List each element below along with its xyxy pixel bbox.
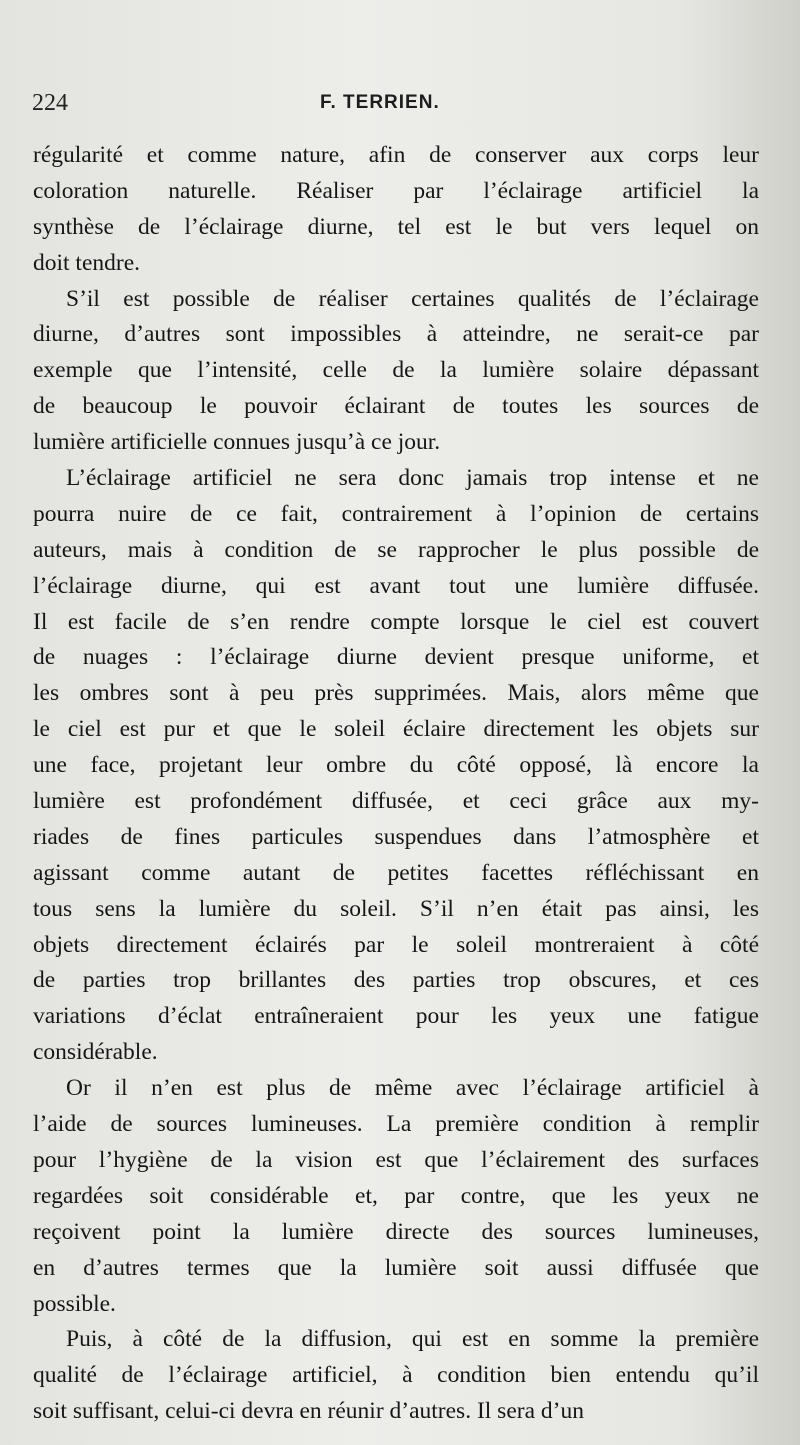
text-line: de parties trop brillantes des parties trop obscures, et ces <box>33 967 759 994</box>
text-line: diurne, d’autres sont impossibles à atteindre, ne serait-ce par <box>33 321 759 348</box>
text-line: riades de fines particules suspendues dans l’atmosphère et <box>33 823 759 850</box>
paragraph <box>33 138 759 282</box>
text-line: L’éclairage artificiel ne sera donc jamais trop intense et ne <box>66 465 759 492</box>
text-line: synthèse de l’éclairage diurne, tel est le but vers lequel on <box>33 213 759 240</box>
paragraph <box>33 1071 759 1322</box>
text-line: coloration naturelle. Réaliser par l’éclairage artificiel la <box>33 177 759 204</box>
running-head: F. TERRIEN. <box>320 92 440 113</box>
text-line: variations d’éclat entraîneraient pour les yeux une fatigue <box>33 1003 759 1030</box>
text-line: pour l’hygiène de la vision est que l’éclairement des surfaces <box>33 1146 759 1173</box>
text-line: agissant comme autant de petites facettes réfléchissant en <box>33 859 759 886</box>
text-line: de nuages : l’éclairage diurne devient presque uniforme, et <box>33 644 759 671</box>
text-line: Or il n’en est plus de même avec l’éclairage artificiel à <box>66 1075 759 1102</box>
text-line: lumière artificielle connues jusqu’à ce jour. <box>33 429 441 456</box>
text-line: regardées soit considérable et, par contre, que les yeux ne <box>33 1182 759 1209</box>
text-line: Il est facile de s’en rendre compte lorsque le ciel est couvert <box>33 608 759 635</box>
text-line: de beaucoup le pouvoir éclairant de toutes les sources de <box>33 393 759 420</box>
text-line: possible. <box>33 1290 116 1317</box>
text-line: objets directement éclairés par le soleil montreraient à côté <box>33 931 759 958</box>
text-line: Puis, à côté de la diffusion, qui est en somme la première <box>66 1326 759 1353</box>
text-line: en d’autres termes que la lumière soit aussi diffusée que <box>33 1254 759 1281</box>
text-line: doit tendre. <box>33 249 141 276</box>
text-line: l’aide de sources lumineuses. La première condition à remplir <box>33 1111 759 1138</box>
text-line: reçoivent point la lumière directe des sources lumineuses, <box>33 1218 759 1245</box>
text-line: lumière est profondément diffusée, et ceci grâce aux my- <box>33 788 759 815</box>
text-line: une face, projetant leur ombre du côté opposé, là encore la <box>33 752 759 779</box>
text-line: S’il est possible de réaliser certaines qualités de l’éclairage <box>66 285 759 312</box>
paragraph <box>33 282 759 461</box>
page-header <box>32 90 762 124</box>
text-line: considérable. <box>33 1039 158 1066</box>
text-line: le ciel est pur et que le soleil éclaire directement les objets sur <box>33 716 759 743</box>
text-line: l’éclairage diurne, qui est avant tout une lumière diffusée. <box>33 572 759 599</box>
text-line: auteurs, mais à condition de se rapprocher le plus possible de <box>33 536 759 563</box>
body-text <box>33 138 759 1430</box>
text-line: soit suffisant, celui-ci devra en réunir d’autres. Il sera d’un <box>33 1398 584 1425</box>
paragraph <box>33 1322 759 1430</box>
text-line: pourra nuire de ce fait, contrairement à l’opinion de certains <box>33 500 759 527</box>
page-number: 224 <box>32 90 68 116</box>
text-line: exemple que l’intensité, celle de la lumière solaire dépassant <box>33 357 759 384</box>
text-line: régularité et comme nature, afin de conserver aux corps leur <box>33 142 759 168</box>
paragraph <box>33 461 759 1071</box>
text-line: qualité de l’éclairage artificiel, à condition bien entendu qu’il <box>33 1362 759 1389</box>
text-line: les ombres sont à peu près supprimées. Mais, alors même que <box>33 680 759 707</box>
text-line: tous sens la lumière du soleil. S’il n’en était pas ainsi, les <box>33 895 759 922</box>
